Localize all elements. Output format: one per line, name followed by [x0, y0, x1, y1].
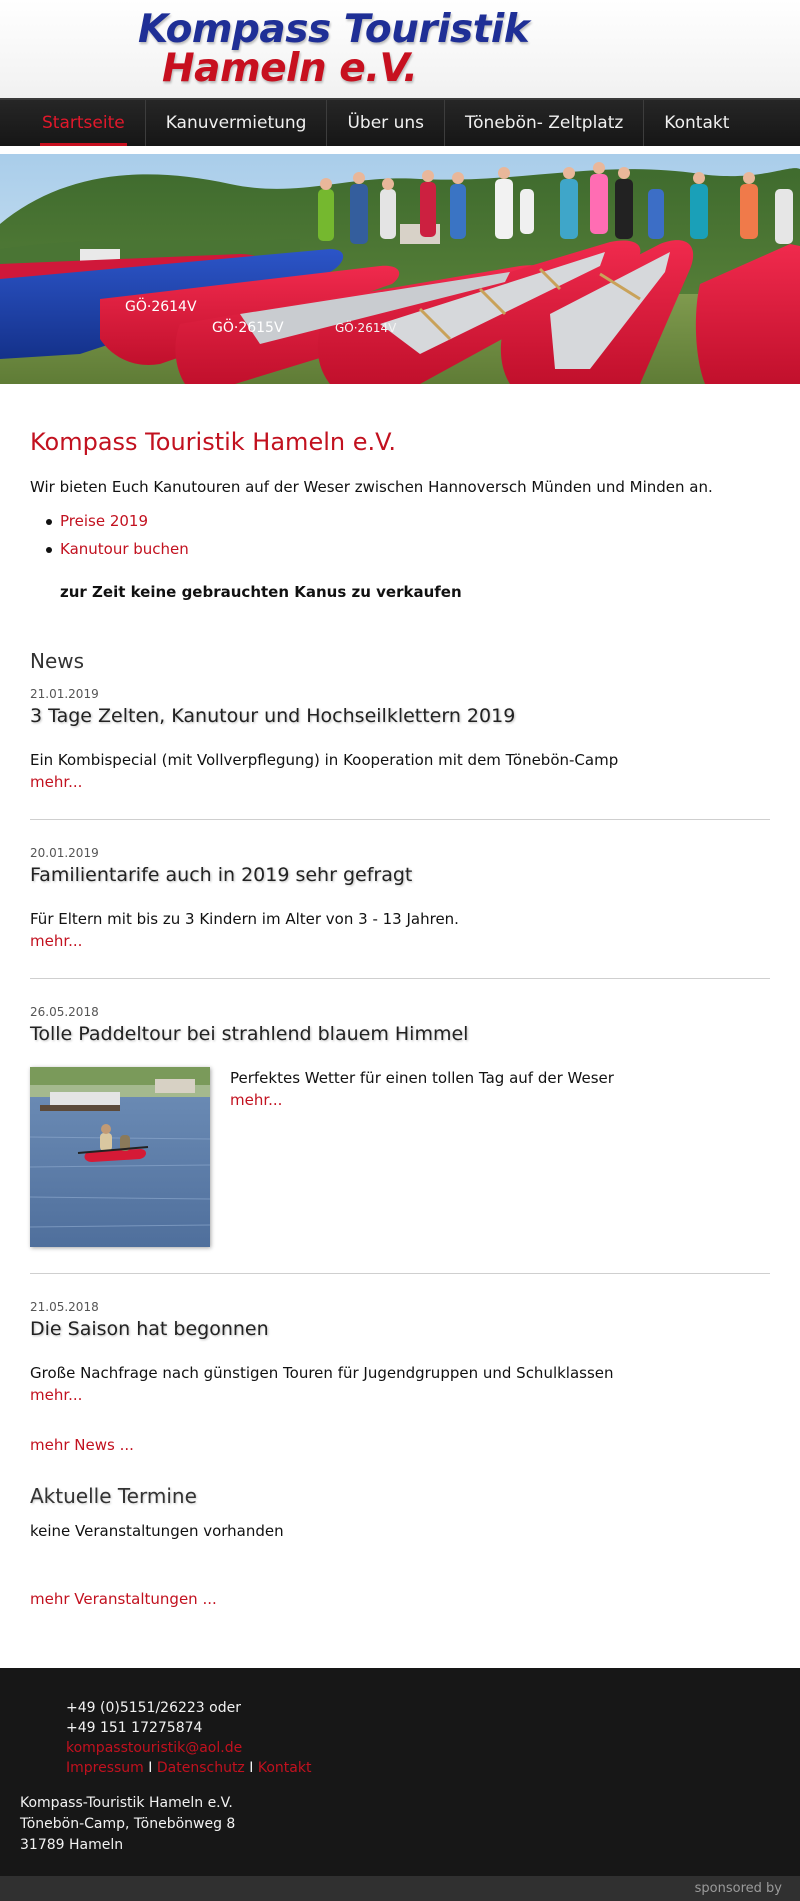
news-more-link[interactable]: mehr...: [230, 1091, 283, 1109]
more-news-link[interactable]: mehr News ...: [30, 1436, 134, 1454]
news-date: 21.05.2018: [30, 1300, 99, 1314]
address-line: 31789 Hameln: [20, 1837, 124, 1853]
footer-contact: [66, 1698, 311, 1778]
nav-item-startseite[interactable]: Startseite: [22, 100, 145, 146]
news-more-link[interactable]: mehr...: [30, 1386, 83, 1404]
list-item: [60, 507, 770, 535]
list-item: [60, 535, 770, 563]
site-logo[interactable]: [138, 7, 530, 91]
main-nav: [0, 98, 800, 146]
news-date: 26.05.2018: [30, 1005, 99, 1019]
sponsored-by-text: sponsored by: [694, 1881, 782, 1896]
news-text: Ein Kombispecial (mit Vollverpflegung) in Kooperation mit dem Tönebön-Camp: [30, 751, 619, 769]
events-empty-text: keine Veranstaltungen vorhanden: [30, 1522, 284, 1540]
news-item: [30, 1005, 770, 1274]
news-text: Perfektes Wetter für einen tollen Tag auf der Weser: [230, 1069, 614, 1087]
sponsor-bar: [0, 1876, 800, 1901]
hero-boat-label: GÖ·2614V: [335, 321, 397, 335]
main-content: [0, 428, 800, 1608]
news-date: 21.01.2019: [30, 687, 99, 701]
events-heading: Aktuelle Termine: [30, 1484, 197, 1508]
nav-item-kontakt[interactable]: Kontakt: [643, 100, 749, 146]
footer-impressum-link[interactable]: Impressum: [66, 1760, 144, 1776]
footer-phone-1: +49 (0)5151/26223 oder: [66, 1700, 241, 1716]
news-thumbnail[interactable]: [30, 1067, 210, 1247]
news-text: Für Eltern mit bis zu 3 Kindern im Alter von 3 - 13 Jahren.: [30, 910, 459, 928]
news-text: Große Nachfrage nach günstigen Touren für Jugendgruppen und Schulklassen: [30, 1364, 614, 1382]
intro-links: [30, 507, 770, 563]
hero-boat-label: GÖ·2614V: [125, 299, 197, 315]
site-header: [0, 0, 800, 98]
news-item: [30, 846, 770, 979]
intro-note: zur Zeit keine gebrauchten Kanus zu verkaufen: [60, 583, 462, 601]
news-title[interactable]: Tolle Paddeltour bei strahlend blauem Himmel: [30, 1023, 469, 1045]
more-events-link[interactable]: mehr Veranstaltungen ...: [30, 1590, 217, 1608]
news-title[interactable]: Familientarife auch in 2019 sehr gefragt: [30, 864, 413, 886]
footer-separator: I: [249, 1760, 254, 1776]
hero-image: [0, 154, 800, 384]
logo-line-1: Kompass Touristik: [138, 7, 530, 52]
preise-link[interactable]: Preise 2019: [60, 512, 149, 530]
news-title[interactable]: Die Saison hat begonnen: [30, 1318, 269, 1340]
footer-kontakt-link[interactable]: Kontakt: [257, 1760, 312, 1776]
hero-boat-label: GÖ·2615V: [212, 320, 284, 336]
news-heading: News: [30, 649, 85, 673]
kanutour-buchen-link[interactable]: Kanutour buchen: [60, 540, 189, 558]
footer-separator: I: [148, 1760, 153, 1776]
news-more-link[interactable]: mehr...: [30, 932, 83, 950]
news-item: [30, 687, 770, 820]
nav-item-ueber-uns[interactable]: Über uns: [326, 100, 444, 146]
nav-item-kanuvermietung[interactable]: Kanuvermietung: [145, 100, 327, 146]
news-item: [30, 1300, 770, 1406]
footer-phone-2: +49 151 17275874: [66, 1720, 203, 1736]
footer-datenschutz-link[interactable]: Datenschutz: [156, 1760, 245, 1776]
footer-email-link[interactable]: kompasstouristik@aol.de: [66, 1740, 243, 1756]
intro-text: Wir bieten Euch Kanutouren auf der Weser zwischen Hannoversch Münden und Minden an.: [30, 478, 713, 496]
news-date: 20.01.2019: [30, 846, 99, 860]
address-line: Kompass-Touristik Hameln e.V.: [20, 1795, 233, 1811]
page-title: Kompass Touristik Hameln e.V.: [30, 428, 397, 456]
logo-line-2: Hameln e.V.: [162, 46, 418, 91]
news-more-link[interactable]: mehr...: [30, 773, 83, 791]
address-line: Tönebön-Camp, Tönebönweg 8: [20, 1816, 236, 1832]
footer-address: [20, 1793, 235, 1856]
nav-item-zeltplatz[interactable]: Tönebön- Zeltplatz: [444, 100, 643, 146]
site-footer: [0, 1668, 800, 1876]
news-title[interactable]: 3 Tage Zelten, Kanutour und Hochseilklettern 2019: [30, 705, 516, 727]
